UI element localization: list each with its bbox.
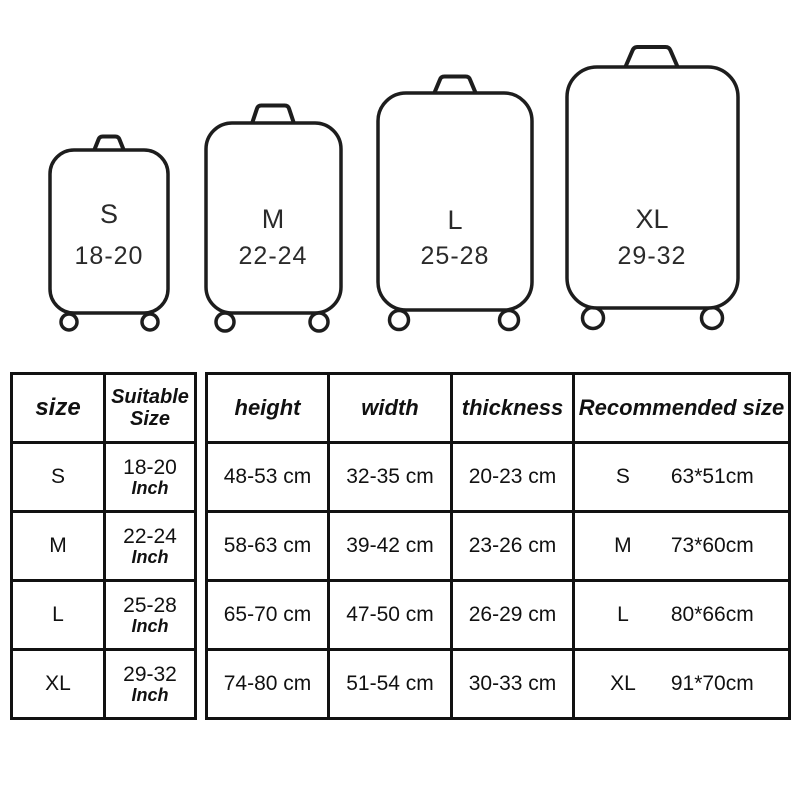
cell-size: L: [12, 581, 105, 650]
column-header-height: height: [207, 374, 329, 443]
suitcase-wheel-icon: [61, 314, 77, 330]
cell-recommended-size: [574, 512, 790, 581]
suitcase-range-label: 22-24: [238, 242, 308, 270]
column-header-width: width: [329, 374, 452, 443]
suitcase-wheel-icon: [583, 308, 604, 329]
suitcase-size-label: M: [261, 204, 285, 234]
suitcase-body: [567, 67, 738, 308]
table-row: [12, 650, 196, 719]
size-table: [10, 372, 197, 720]
recommended-size: [575, 603, 788, 627]
cell-size: S: [12, 443, 105, 512]
inch-range: 29-32: [123, 662, 177, 686]
table-row: [207, 581, 790, 650]
recommended-size-dimensions: 80*66cm: [670, 603, 754, 626]
cell-size: XL: [12, 650, 105, 719]
recommended-size-label: S: [615, 465, 630, 488]
cell-width: 39-42 cm: [329, 512, 452, 581]
cell-height: 58-63 cm: [207, 512, 329, 581]
cell-width: 47-50 cm: [329, 581, 452, 650]
recommended-size-label: M: [614, 534, 632, 557]
suitcase-body: [50, 150, 168, 313]
unit-label: Inch: [131, 685, 169, 706]
suitcase-wheel-icon: [702, 308, 723, 329]
recommended-size: [575, 672, 788, 696]
table-row: [207, 512, 790, 581]
recommended-size-label: XL: [610, 672, 636, 695]
suitcase-l: [378, 77, 532, 330]
suitcase-xl: [567, 47, 738, 329]
dimension-table-header-row: [207, 374, 790, 443]
suitcase-range-label: 25-28: [420, 242, 490, 270]
recommended-size-label: L: [617, 603, 629, 626]
cell-suitable-size: [105, 650, 196, 719]
cell-width: 51-54 cm: [329, 650, 452, 719]
suitcase-diagram: [0, 0, 800, 365]
table-row: [207, 650, 790, 719]
recommended-size-dimensions: 91*70cm: [670, 672, 754, 695]
suitcase-range-label: 29-32: [617, 242, 687, 270]
cell-width: 32-35 cm: [329, 443, 452, 512]
unit-label: Inch: [131, 547, 169, 568]
suitcase-m: [206, 106, 341, 332]
suitcase-wheel-icon: [500, 311, 519, 330]
dimension-table: [205, 372, 791, 720]
unit-label: Inch: [131, 478, 169, 499]
unit-label: Inch: [131, 616, 169, 637]
cell-suitable-size: [105, 581, 196, 650]
column-header-size: size: [12, 374, 105, 443]
cell-height: 48-53 cm: [207, 443, 329, 512]
column-header-thickness: thickness: [452, 374, 574, 443]
recommended-size: [575, 465, 788, 489]
inch-range: 18-20: [123, 455, 177, 479]
table-row: [12, 581, 196, 650]
column-header-recommended-size: Recommended size: [574, 374, 790, 443]
table-row: [12, 443, 196, 512]
cell-recommended-size: [574, 581, 790, 650]
inch-range: 22-24: [123, 524, 177, 548]
recommended-size: [575, 534, 788, 558]
recommended-size-dimensions: 73*60cm: [670, 534, 754, 557]
suitcase-size-label: S: [99, 199, 119, 229]
recommended-size-dimensions: 63*51cm: [670, 465, 754, 488]
cell-recommended-size: [574, 650, 790, 719]
table-row: [12, 512, 196, 581]
table-row: [207, 443, 790, 512]
suitcase-s: [50, 137, 168, 331]
inch-range: 25-28: [123, 593, 177, 617]
cell-thickness: 20-23 cm: [452, 443, 574, 512]
cell-thickness: 30-33 cm: [452, 650, 574, 719]
cell-suitable-size: [105, 512, 196, 581]
cell-size: M: [12, 512, 105, 581]
cell-recommended-size: [574, 443, 790, 512]
suitcase-body: [378, 93, 532, 310]
cell-height: 65-70 cm: [207, 581, 329, 650]
suitcase-wheel-icon: [310, 313, 328, 331]
column-header-suitable-size: Suitable Size: [105, 374, 196, 443]
suitcase-size-label: L: [447, 205, 463, 235]
suitcase-wheel-icon: [390, 311, 409, 330]
suitcase-size-label: XL: [635, 204, 669, 234]
cell-thickness: 26-29 cm: [452, 581, 574, 650]
cell-suitable-size: [105, 443, 196, 512]
size-table-header-row: [12, 374, 196, 443]
suitcase-wheel-icon: [216, 313, 234, 331]
suitcase-wheel-icon: [142, 314, 158, 330]
cell-height: 74-80 cm: [207, 650, 329, 719]
cell-thickness: 23-26 cm: [452, 512, 574, 581]
suitcase-range-label: 18-20: [74, 242, 144, 270]
